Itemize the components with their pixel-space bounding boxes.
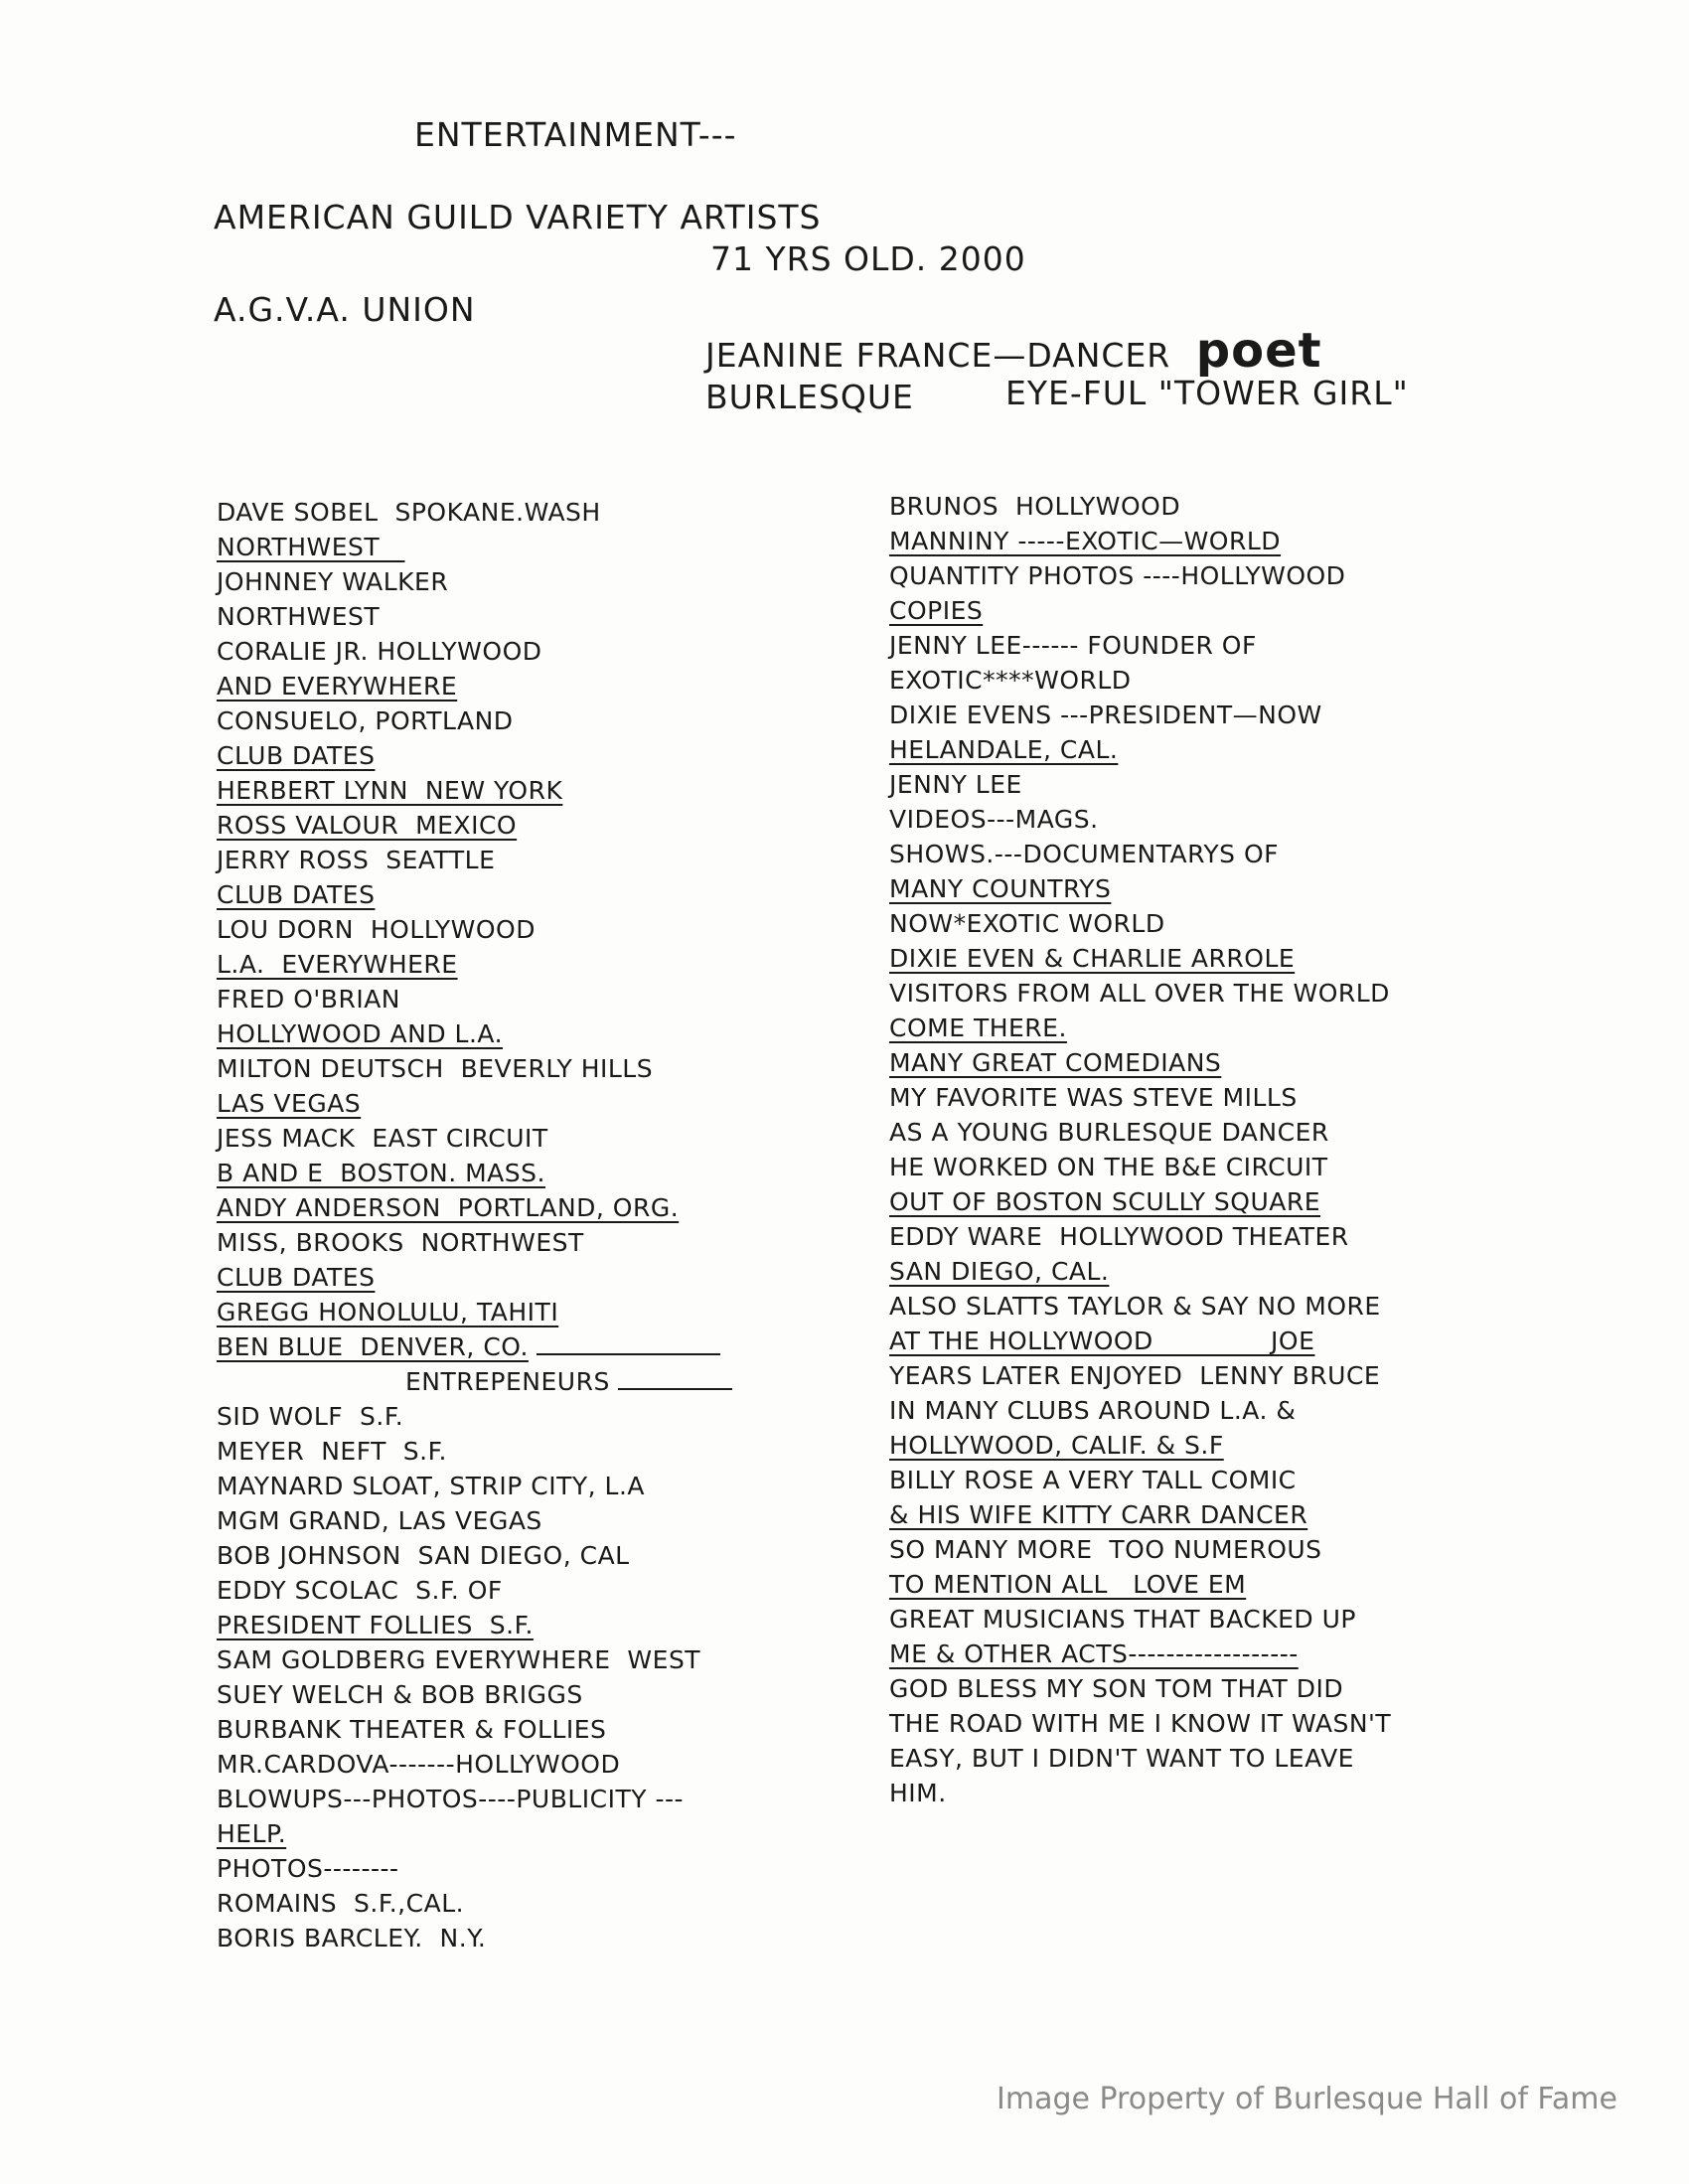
list-item: [217, 1190, 732, 1225]
list-item-text: OUT OF BOSTON SCULLY SQUARE: [889, 1187, 1321, 1216]
union-name: A.G.V.A. UNION: [214, 290, 476, 329]
list-item: [217, 1225, 732, 1260]
list-item: [217, 1295, 732, 1329]
list-item: [889, 802, 1391, 837]
list-item-text: MAYNARD SLOAT, STRIP CITY, L.A: [217, 1472, 645, 1500]
list-item-text: SAN DIEGO, CAL.: [889, 1257, 1110, 1286]
list-item-text: NORTHWEST: [217, 533, 405, 561]
list-item-text: CONSUELO, PORTLAND: [217, 706, 514, 735]
list-item: [889, 871, 1391, 906]
performer-name: [705, 323, 1322, 379]
list-item-text: COPIES: [889, 596, 984, 625]
list-item-text: LOU DORN HOLLYWOOD: [217, 915, 536, 944]
list-item: [889, 1497, 1391, 1532]
list-item: [217, 564, 732, 599]
list-item-text: PRESIDENT FOLLIES S.F.: [217, 1611, 534, 1639]
list-item-text: MANNINY -----EXOTIC—WORLD: [889, 527, 1282, 555]
list-item: [889, 941, 1391, 976]
list-item: [217, 703, 732, 738]
list-item-text: THE ROAD WITH ME I KNOW IT WASN'T: [889, 1709, 1392, 1738]
list-item: [889, 698, 1391, 732]
list-item-text: BURBANK THEATER & FOLLIES: [217, 1715, 607, 1744]
list-item-text: MY FAVORITE WAS STEVE MILLS: [889, 1083, 1298, 1112]
underline-rule: [618, 1387, 732, 1390]
list-item-text: HERBERT LYNN NEW YORK: [217, 776, 563, 805]
list-item: [217, 1782, 732, 1816]
list-item: [217, 1642, 732, 1677]
list-item-text: ANDY ANDERSON PORTLAND, ORG.: [217, 1193, 680, 1222]
list-item-text: AT THE HOLLYWOOD JOE: [889, 1326, 1315, 1355]
list-item: [889, 1428, 1391, 1463]
list-item-text: SID WOLF S.F.: [217, 1402, 404, 1431]
left-column: [217, 495, 732, 1955]
list-item: [889, 1011, 1391, 1045]
list-item-text: EDDY WARE HOLLYWOOD THEATER: [889, 1222, 1349, 1251]
list-item: [217, 530, 732, 564]
list-item-text: VISITORS FROM ALL OVER THE WORLD: [889, 979, 1390, 1008]
doc-title: ENTERTAINMENT---: [414, 115, 737, 154]
list-item-text: MILTON DEUTSCH BEVERLY HILLS: [217, 1054, 654, 1083]
list-item-text: BEN BLUE DENVER, CO.: [217, 1332, 529, 1361]
list-item-text: MANY COUNTRYS: [889, 874, 1112, 903]
list-item-text: GREAT MUSICIANS THAT BACKED UP: [889, 1605, 1356, 1634]
list-item-text: IN MANY CLUBS AROUND L.A. &: [889, 1396, 1297, 1425]
list-item: [217, 1364, 732, 1399]
list-item-text: ENTREPENEURS: [405, 1367, 610, 1396]
list-item-text: CLUB DATES: [217, 880, 376, 909]
list-item-text: SAM GOLDBERG EVERYWHERE WEST: [217, 1645, 701, 1674]
list-item-text: HIM.: [889, 1779, 947, 1807]
list-item-text: BRUNOS HOLLYWOOD: [889, 492, 1181, 521]
list-item: [889, 489, 1391, 524]
list-item-text: SHOWS.---DOCUMENTARYS OF: [889, 840, 1280, 868]
list-item: [889, 1741, 1391, 1776]
list-item: [889, 732, 1391, 767]
list-item-text: MR.CARDOVA-------HOLLYWOOD: [217, 1750, 621, 1779]
burlesque-label: BURLESQUE: [705, 378, 914, 416]
list-item-text: ROSS VALOUR MEXICO: [217, 811, 518, 840]
list-item: [889, 1115, 1391, 1150]
list-item-text: DIXIE EVENS ---PRESIDENT—NOW: [889, 701, 1322, 729]
list-item: [217, 1329, 732, 1364]
list-item-text: TO MENTION ALL LOVE EM: [889, 1570, 1247, 1599]
list-item: [217, 1573, 732, 1608]
list-item: [889, 1776, 1391, 1810]
list-item: [889, 1045, 1391, 1080]
list-item: [889, 1254, 1391, 1289]
list-item-text: NOW*EXOTIC WORLD: [889, 909, 1165, 938]
watermark: Image Property of Burlesque Hall of Fame: [997, 2082, 1617, 2116]
list-item-text: CORALIE JR. HOLLYWOOD: [217, 637, 542, 666]
list-item: [217, 1608, 732, 1642]
list-item: [889, 1219, 1391, 1254]
list-item-text: COME THERE.: [889, 1014, 1067, 1042]
list-item-text: JERRY ROSS SEATTLE: [217, 846, 496, 874]
list-item: [889, 593, 1391, 628]
list-item-text: HOLLYWOOD, CALIF. & S.F: [889, 1431, 1224, 1460]
list-item-text: CLUB DATES: [217, 1263, 376, 1292]
list-item-text: HE WORKED ON THE B&E CIRCUIT: [889, 1153, 1328, 1181]
list-item: [217, 1538, 732, 1573]
list-item-text: MISS, BROOKS NORTHWEST: [217, 1228, 584, 1257]
list-item-text: HELP.: [217, 1819, 287, 1848]
list-item-text: AND EVERYWHERE: [217, 672, 458, 701]
list-item-text: VIDEOS---MAGS.: [889, 805, 1099, 834]
list-item-text: DAVE SOBEL SPOKANE.WASH: [217, 498, 601, 527]
list-item: [889, 1637, 1391, 1671]
list-item: [217, 877, 732, 912]
list-item: [889, 1532, 1391, 1567]
list-item: [217, 1434, 732, 1469]
list-item: [889, 1671, 1391, 1706]
list-item-text: BILLY ROSE A VERY TALL COMIC: [889, 1466, 1297, 1494]
list-item: [217, 1086, 732, 1121]
list-item-text: JESS MACK EAST CIRCUIT: [217, 1124, 548, 1153]
list-item: [889, 1463, 1391, 1497]
list-item-text: MGM GRAND, LAS VEGAS: [217, 1506, 542, 1535]
list-item: [217, 947, 732, 982]
tower-girl-label: EYE-FUL "TOWER GIRL": [1005, 374, 1409, 412]
list-item-text: BOB JOHNSON SAN DIEGO, CAL: [217, 1541, 630, 1570]
list-item-text: HOLLYWOOD AND L.A.: [217, 1019, 504, 1048]
list-item: [217, 1712, 732, 1747]
list-item-text: LAS VEGAS: [217, 1089, 362, 1118]
list-item: [217, 1016, 732, 1051]
list-item-text: DIXIE EVEN & CHARLIE ARROLE: [889, 944, 1296, 973]
list-item-text: EASY, BUT I DIDN'T WANT TO LEAVE: [889, 1744, 1354, 1773]
list-item: [217, 808, 732, 843]
list-item-text: MEYER NEFT S.F.: [217, 1437, 447, 1466]
list-item: [217, 1121, 732, 1156]
list-item: [889, 1706, 1391, 1741]
list-item: [889, 628, 1391, 663]
list-item-text: BORIS BARCLEY. N.Y.: [217, 1924, 487, 1952]
list-item: [217, 1469, 732, 1503]
list-item-text: AS A YOUNG BURLESQUE DANCER: [889, 1118, 1329, 1147]
list-item: [889, 1602, 1391, 1637]
list-item: [889, 1567, 1391, 1602]
list-item: [217, 599, 732, 634]
underline-rule: [537, 1352, 720, 1355]
list-item: [217, 738, 732, 773]
age-line: 71 YRS OLD. 2000: [710, 239, 1026, 278]
list-item-text: GOD BLESS MY SON TOM THAT DID: [889, 1674, 1344, 1703]
list-item-text: QUANTITY PHOTOS ----HOLLYWOOD: [889, 561, 1346, 590]
list-item: [217, 1677, 732, 1712]
list-item: [889, 1184, 1391, 1219]
poet-stamp: poet: [1195, 323, 1322, 379]
list-item: [889, 1324, 1391, 1358]
list-item: [889, 1150, 1391, 1184]
list-item-text: SUEY WELCH & BOB BRIGGS: [217, 1680, 583, 1709]
list-item: [217, 1503, 732, 1538]
list-item-text: JOHNNEY WALKER: [217, 567, 449, 596]
list-item: [217, 1051, 732, 1086]
list-item-text: JENNY LEE------ FOUNDER OF: [889, 631, 1257, 660]
list-item: [889, 1080, 1391, 1115]
list-item: [217, 1399, 732, 1434]
list-item: [889, 524, 1391, 558]
list-item: [889, 976, 1391, 1011]
right-column: [889, 489, 1391, 1810]
list-item-text: BLOWUPS---PHOTOS----PUBLICITY ---: [217, 1785, 685, 1813]
list-item-text: CLUB DATES: [217, 741, 376, 770]
list-item-text: L.A. EVERYWHERE: [217, 950, 458, 979]
list-item: [889, 767, 1391, 802]
performer-name-text: JEANINE FRANCE—DANCER: [705, 336, 1171, 375]
list-item: [217, 1886, 732, 1921]
list-item: [889, 663, 1391, 698]
list-item-text: YEARS LATER ENJOYED LENNY BRUCE: [889, 1361, 1381, 1390]
list-item: [217, 912, 732, 947]
list-item: [217, 982, 732, 1016]
org-name: AMERICAN GUILD VARIETY ARTISTS: [214, 198, 822, 236]
list-item-text: ALSO SLATTS TAYLOR & SAY NO MORE: [889, 1292, 1381, 1321]
list-item-text: & HIS WIFE KITTY CARR DANCER: [889, 1500, 1308, 1529]
list-item-text: EXOTIC****WORLD: [889, 666, 1132, 695]
list-item: [217, 1816, 732, 1851]
list-item: [889, 1358, 1391, 1393]
list-item-text: EDDY SCOLAC S.F. OF: [217, 1576, 503, 1605]
list-item-text: GREGG HONOLULU, TAHITI: [217, 1298, 559, 1326]
list-item-text: JENNY LEE: [889, 770, 1022, 799]
list-item: [889, 906, 1391, 941]
list-item: [217, 1851, 732, 1886]
list-item-text: PHOTOS--------: [217, 1854, 399, 1883]
list-item: [889, 558, 1391, 593]
list-item-text: SO MANY MORE TOO NUMEROUS: [889, 1535, 1322, 1564]
list-item-text: HELANDALE, CAL.: [889, 735, 1119, 764]
list-item: [217, 669, 732, 703]
list-item: [217, 773, 732, 808]
list-item: [217, 843, 732, 877]
list-item-text: NORTHWEST: [217, 602, 381, 631]
list-item: [217, 1747, 732, 1782]
list-item-text: B AND E BOSTON. MASS.: [217, 1159, 545, 1187]
list-item-text: ROMAINS S.F.,CAL.: [217, 1889, 465, 1918]
list-item: [889, 1393, 1391, 1428]
list-item: [217, 1156, 732, 1190]
list-item: [217, 1260, 732, 1295]
list-item: [217, 495, 732, 530]
list-item: [889, 1289, 1391, 1324]
list-item: [217, 634, 732, 669]
list-item-text: MANY GREAT COMEDIANS: [889, 1048, 1222, 1077]
list-item-text: ME & OTHER ACTS------------------: [889, 1639, 1299, 1668]
list-item: [889, 837, 1391, 871]
list-item-text: FRED O'BRIAN: [217, 985, 400, 1014]
list-item: [217, 1921, 732, 1955]
